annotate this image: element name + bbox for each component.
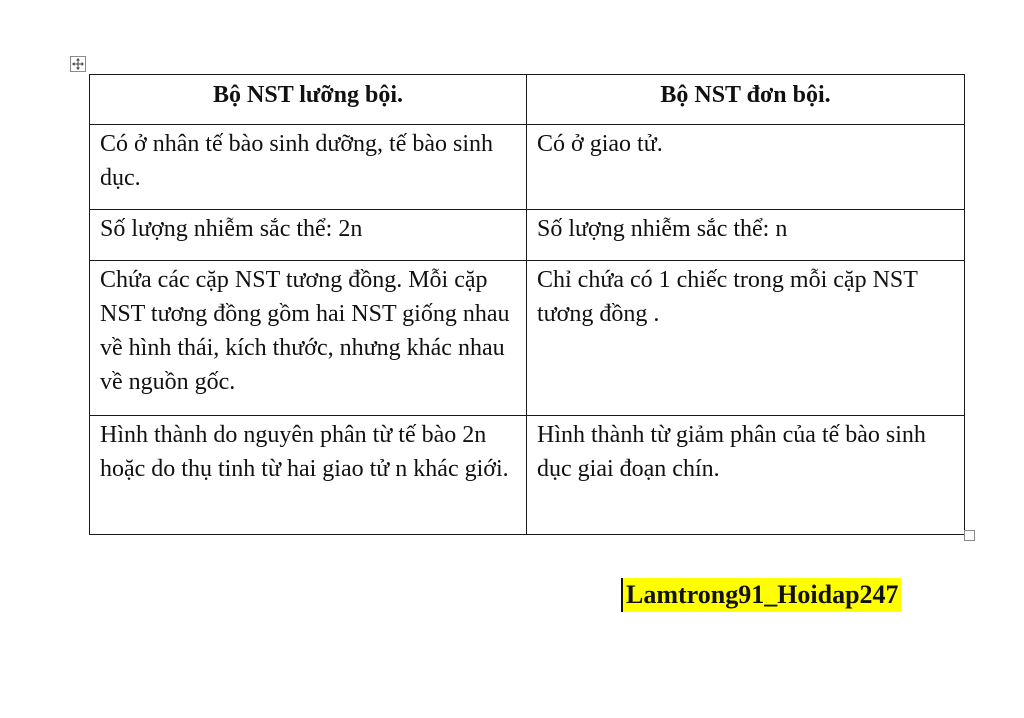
table-cell[interactable] xyxy=(90,416,527,535)
cell-text: Hình thành do nguyên phân từ tế bào 2n hoặc do thụ tinh từ hai giao tử n khác giới. xyxy=(100,422,509,482)
header-haploid: Bộ NST đơn bội. xyxy=(527,75,965,125)
table-move-handle-icon[interactable] xyxy=(70,56,86,72)
table-cell[interactable] xyxy=(90,125,527,210)
table-cell[interactable] xyxy=(527,210,965,261)
table-row xyxy=(90,125,965,210)
author-watermark: Lamtrong91_Hoidap247 xyxy=(621,578,901,612)
table-cell[interactable] xyxy=(527,125,965,210)
cell-text: Số lượng nhiễm sắc thể: n xyxy=(537,216,788,242)
table-row xyxy=(90,261,965,416)
cell-text: Chỉ chứa có 1 chiếc trong mỗi cặp NST tương đồng . xyxy=(537,267,918,327)
table-cell[interactable] xyxy=(90,261,527,416)
cell-text: Hình thành từ giảm phân của tế bào sinh dục giai đoạn chín. xyxy=(537,422,926,482)
cell-text: Số lượng nhiễm sắc thể: 2n xyxy=(100,216,363,242)
move-arrows-icon xyxy=(72,58,84,70)
table-header-row xyxy=(90,75,965,125)
resize-square-icon[interactable] xyxy=(964,530,975,541)
comparison-table xyxy=(89,74,965,535)
table-cell[interactable] xyxy=(527,261,965,416)
cell-text: Có ở nhân tế bào sinh dưỡng, tế bào sinh dục. xyxy=(100,131,494,191)
header-diploid: Bộ NST lưỡng bội. xyxy=(90,75,527,125)
table-row xyxy=(90,416,965,535)
table-cell[interactable] xyxy=(90,210,527,261)
table-row xyxy=(90,210,965,261)
table-cell[interactable] xyxy=(527,416,965,535)
cell-text: Có ở giao tử. xyxy=(537,131,663,157)
cell-text: Chứa các cặp NST tương đồng. Mỗi cặp NST tương đồng gồm hai NST giống nhau về hình thái, kích thước, nhưng khác nhau về nguồn gốc. xyxy=(100,267,510,395)
